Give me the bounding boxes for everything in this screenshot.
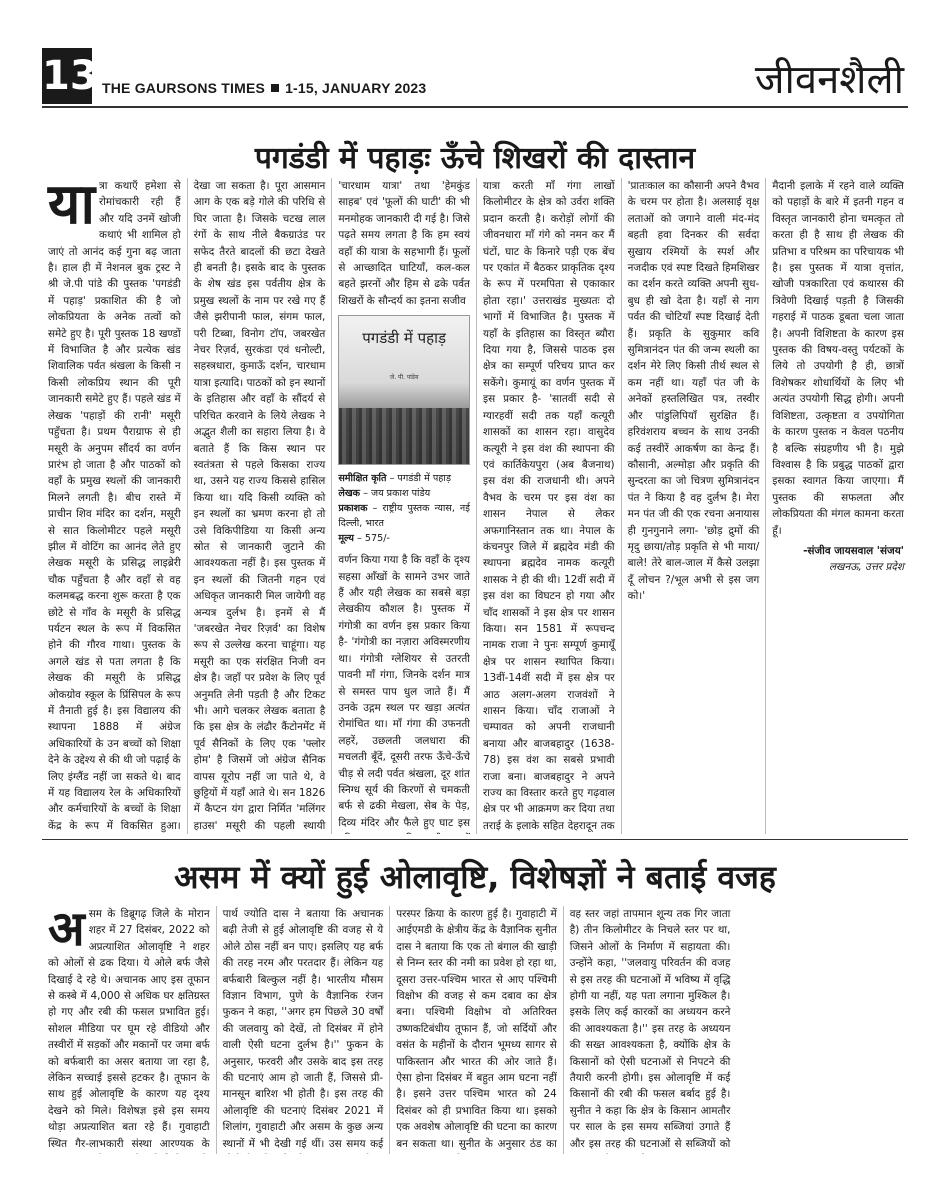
issue-date: 1-15, JANUARY 2023: [285, 80, 427, 96]
separator-square-icon: [271, 84, 279, 92]
header-rule: [42, 106, 908, 108]
book-details: [338, 471, 470, 546]
page-number: 13: [42, 48, 92, 104]
article1-column-4: [476, 178, 621, 834]
article2-col3-text: परस्पर क्रिया के कारण हुई है। गुवाहाटी में आईएमडी के क्षेत्रीय केंद्र के वैज्ञानिक सुनीत दास ने बताया कि एक तो बंगाल की खाड़ी से निम्न स्तर की नमी का प्रवेश हो रहा था, दूसरा उत्तर-पश्चिम भारत से आए पश्चिमी विक्षोभ की वजह से कम दबाव का क्षेत्र बना। पश्चिमी विक्षोभ वो अतिरिक्त उष्णकटिबंधीय तूफान हैं, जो सर्दियों और वसंत के महीनों के दौरान भूमध्य सागर से पाकिस्तान और भारत की ओर जाते हैं। ऐसा होना दिसंबर में बहुत आम घटना नहीं है। इसने उत्तर पश्चिम भारत को 24 दिसंबर को ही प्रभावित किया था। इसको एक अवशेष ओलावृष्टि की घटना का कारण बन सकता था। सुनीत के अनुसार ठंड का: [396, 908, 557, 1150]
article1-column-1: [42, 178, 187, 834]
article1-col3-bottom-text: वर्णन किया गया है कि वहाँ के दृश्य सहसा आँखों के सामने उभर जाते हैं और यही लेखक का सबसे बड़ा लेखकीय कौशल है। पुस्तक में गंगोत्री का वर्णन इस प्रकार किया है- 'गंगोत्री का नज़ारा अविस्मरणीय था। गंगोत्री ग्लेशियर से उतरती पावनी माँ गंगा, जिनके दर्शन मात्र से समस्त पाप धुल जाते हैं। मैं उनके उद्गम स्थल पर खड़ा अत्यंत रोमांचित था। माँ गंगा की उफनती लहरें, उछलती जलधारा की मचलती बूँदें, दूसरी तरफ ऊँचे-ऊँचे चीड़ से लदी पर्वत श्रंखला, दूर शांत स्निग्ध सूर्य की किरणों से चमकती बर्फ से ढकी मेखला, सेब के पेड़, दिव्य मंदिर और फैले हुए घाट इस: [338, 554, 470, 829]
publication-masthead: [102, 80, 426, 96]
article1-col4-text: यात्रा करती माँ गंगा लाखों किलोमीटर के क्षेत्र को उर्वरा शक्ति प्रदान करती है। करोड़ों लोगों की जीवनधारा माँ गंगे को नमन कर मैं घंटों, घाट के किनारे पड़ी एक बेंच पर एकांत में बैठकर प्राकृतिक दृश्य के रूप में परमपिता से एकाकार होता रहा।' उत्तराखंड मुख्यतः दो भागों में विभाजित है। पुस्तक में यहाँ के इतिहास का विस्तृत ब्यौरा दिया गया है, जिससे पाठक इस क्षेत्र का सम्पूर्ण परिचय प्राप्त कर सकेंगे। कुमायूं का वर्णन पुस्तक में इस प्रकार है- 'सातवीं सदी से ग्यारहवीं सदी तक यहाँ कत्यूरी शासकों का शासन रहा। वासुदेव कत्यूरी ने इस वंश की स्थापना की एवं कार्तिकेयपुरा (अब बैजनाथ) इस वंश की राजधानी थी। अपने वैभव के चरम पर इस वंश का शासन नेपाल से लेकर अफगानिस्तान तक था। नेपाल के कंचनपुर जिले में ब्रह्मदेव मंडी की स्थापना ब्रह्मदेव नामक कत्यूरी शासक ने ही की थी। 12वीं सदी में इस वंश का विघटन हो गया और चाँद शासकों ने इस क्षेत्र पर शासन किया। सन 1581 में रूपचन्द नामक राजा ने पुनः सम्पूर्ण कुमायूँ क्षेत्र पर शासन स्थापित किया। 13वीं-14वीं सदी में इस क्षेत्र पर आठ अलग-अलग राजवंशों ने शासन किया। चाँद राजाओं ने चम्पावत को अपनी राजधानी बनाया और बाजबहादुर (1638-78) इस वंश का सबसे प्रभावी राजा बना। बाजबहादुर ने अपने राज्य का विस्तार करते हुए गढ़वाल क्षेत्र पर भी आक्रमण कर दिया तथा तराई के इलाके सहित देहरादून तक: [482, 180, 615, 832]
article1-column-3: [331, 178, 476, 834]
article2-body: [42, 906, 910, 1154]
book-cover-image: [338, 315, 470, 465]
article2-column-2: [216, 906, 390, 1154]
article1-col3-top-text: 'चारधाम यात्रा' तथा 'हेमकुंड साहब' एवं 'फूलों की घाटी' की भी मनमोहक जानकारी दी गई है। जिसे पढ़ते समय लगता है कि हम स्वयं वहाँ की यात्रा के सहभागी हैं। फूलों से आच्छादित घाटियाँ, कल-कल बहते झरनों और हिम से ढके पर्वत शिखरों के सौन्दर्य का इतना सजीव: [338, 180, 470, 307]
book-reviewed-row: समीक्षित कृति – पगडंडी में पहाड़: [338, 473, 452, 485]
article1-body: [42, 178, 910, 834]
article1-headline: पगडंडी में पहाड़ः ऊँचे शिखरों की दास्तान: [254, 141, 696, 176]
article2-column-1: [42, 906, 216, 1154]
article1-col6-text: मैदानी इलाके में रहने वाले व्यक्ति को पहाड़ों के बारे में इतनी गहन व विस्तृत जानकारी होना चमत्कृत तो करता ही है साथ ही लेखक की प्रतिभा व परिश्रम का परिचायक भी है। इस पुस्तक में यात्रा वृत्तांत, खोजी पत्रकारिता एवं कथारस की त्रिवेणी दिखाई पड़ती है जिसकी गहराई में पाठक डूबता चला जाता है। अपनी विशिष्टता के कारण इस पुस्तक की विषय-वस्तु पर्यटकों के लिये तो उपयोगी है ही, छात्रों विशेषकर शोधार्थियों के लिए भी अत्यंत उपयोगी सिद्ध होगी। अपनी विशिष्टता, उत्कृष्टता व उपयोगिता के कारण पुस्तक न केवल पठनीय है बल्कि संग्रहणीय भी है। मुझे विश्वास है कि प्रबुद्ध पाठकों द्वारा इसका स्वागत किया जाएगा। मैं पुस्तक की सफलता और लोकप्रियता की मंगल कामना करता हूँ।: [772, 180, 904, 537]
article1-col5-text: 'प्रातःकाल का कौसानी अपने वैभव के चरम पर होता है। अलसाई वृक्ष लताओं को जगाने वाली मंद-मंद बहती हवा दिनकर की सर्वदा सुखाय रश्मियों के स्पर्श और नजदीक एवं स्पष्ट दिखते हिमशिखर का दर्शन करते व्यक्ति अपनी सुध-बुध ही खो देता है। यहाँ से नाग पर्वत की चोटियाँ स्पष्ट दिखाई देती हैं। प्रकृति के सुकुमार कवि सुमित्रानंदन पंत की जन्म स्थली का दर्शन मेरे लिए किसी तीर्थ स्थल से कम नहीं था। यहाँ पंत जी के अनेकों हस्तलिखित पत्र, तस्वीर और पांडुलिपियाँ सुरक्षित हैं। हरिवंशराय बच्चन के साथ उनकी कई तस्वीरें आकर्षण का केन्द्र हैं। कौसानी, अल्मोड़ा और प्रकृति की सुन्दरता का जो चित्रण सुमित्रानंदन पंत ने किया है वह दुर्लभ है। मेरा मन पंत जी की एक रचना अनायास ही गुनगुनाने लगा- 'छोड़ द्रुमों की मृदु छाया/तोड़ प्रकृति से भी माया/बाले! तेरे बाल-जाल में कैसे उलझा दूँ लोचन ?/भूल अभी से इस जग को।': [627, 180, 760, 603]
article1-col2-text: देखा जा सकता है। पूरा आसमान आग के एक बड़े गोले की परिधि से घिर जाता है। जिसके चटख लाल रंगों के साथ नीले बैकग्राउंड पर सफेद तैरते बादलों की छटा देखते ही बनती है। इसके बाद के पुस्तक के शेष खंड इस पर्वतीय क्षेत्र के प्रमुख स्थलों के नाम पर रखे गए हैं जैसे झरीपानी फाल, संगम फाल, परी टिब्बा, विनोग टॉप, जबरखेत नेचर रिज़र्व, सुरकंडा एवं धनोल्टी, सहस्त्रधारा, कुमाऊँ दर्शन, चारधाम यात्रा इत्यादि। पाठकों को इन स्थानों के इतिहास और वहाँ के सौंदर्य से परिचित करवाने के लिये लेखक ने अद्भुत शैली का सहारा लिया है। वे बताते हैं कि किस स्थान पर स्वतंत्रता से पहले किसका राज्य था, उसने यह राज्य किससे हासिल किया था। यदि किसी व्यक्ति को इन स्थलों का भ्रमण करना हो तो उसे विकिपीडिया या किसी अन्य स्रोत से जानकारी जुटाने की आवश्यकता नहीं है। इस पुस्तक में इन स्थलों की जितनी गहन एवं अधिकृत जानकारी मिल जायेगी वह अन्यत्र दुर्लभ है। इनमें से मैं 'जबरखेत नेचर रिज़र्व' का विशेष रूप से उल्लेख करना चाहूंगा। यह मसूरी का एक संरक्षित निजी वन क्षेत्र है। जहाँ पर प्रवेश के लिए पूर्व अनुमति लेनी पड़ती है और टिकट भी। आगे चलकर लेखक बताता है कि इस क्षेत्र के लंढौर कैंटोनमेंट में पूर्व सैनिकों के लिए एक 'फ्लोर होम' है जिसमें जो अंग्रेज सैनिक वापस यूरोप नहीं जा पाते थे, वे छुट्टियों में यहाँ आते थे। सन 1826 में कैप्टन यंग द्वारा निर्मित 'मलिंगर हाउस' मसूरी की पहली स्थायी: [193, 180, 326, 832]
book-author-row: लेखक – जय प्रकाश पांडेय: [338, 488, 431, 500]
article2-col2-text: पार्थ ज्योति दास ने बताया कि अचानक बढ़ी तेजी से हुई ओलावृष्टि की वजह से ये ओले ठोस नहीं बन पाए। इसलिए यह बर्फ की तरह नरम और परतदार हैं। लेकिन यह बर्फबारी बिल्कुल नहीं है। भारतीय मौसम विज्ञान विभाग, पुणे के वैज्ञानिक रंजन फुकन ने कहा, ''अगर हम पिछले 30 वर्षों की जलवायु को देखें, तो दिसंबर में होने वाली ऐसी घटना दुर्लभ है।'' फुकन के अनुसार, फरवरी और उसके बाद इस तरह की घटनाएं आम हो जाती हैं, जिससे प्री-मानसून बारिश भी होती है। इस तरह की ओलावृष्टि की घटनाएं दिसंबर 2021 में शिलांग, गुवाहाटी और असम के कुछ अन्य स्थानों में भी देखी गई थीं। उस समय कई: [222, 908, 384, 1150]
book-publisher-row: प्रकाशक – राष्ट्रीय पुस्तक न्यास, नई दिल्ली, भारत: [338, 503, 470, 530]
section-title: जीवनशैली: [754, 57, 904, 103]
article1-column-5: [621, 178, 766, 834]
article2-col4-text: वह स्तर जहां तापमान शून्य तक गिर जाता है) तीन किलोमीटर के निचले स्तर पर था, जिसने ओलों के निर्माण में सहायता की। उन्होंने कहा, ''जलवायु परिवर्तन की वजह से इस तरह की घटनाओं में भविष्य में वृद्धि होगी या नहीं, यह पता लगाना मुश्किल है। इसके लिए कई कारकों का अध्ययन करने की आवश्यकता है।'' इस तरह के अध्ययन की सख्त आवश्यकता है, क्योंकि क्षेत्र के किसानों को ऐसी घटनाओं से निपटने की तैयारी करनी होगी। इस ओलावृष्टि में कई किसानों की रबी की फसल बर्बाद हुई है। सुनीत ने कहा कि क्षेत्र के किसान आमतौर पर साल के इस समय सब्जियां उगाते हैं और इस तरह की घटनाओं से सब्जियों को: [569, 908, 731, 1150]
article1-signature: -संजीव जायसवाल 'संजय': [803, 544, 904, 557]
article2-column-3: [389, 906, 563, 1154]
book-cover-forest-graphic: [339, 408, 469, 464]
article1-col1-text: त्रा कथाएँ हमेशा से रोमांचकारी रही हैं और यदि उनमें खोजी कथाएं भी शामिल हो जाएं तो आनंद कई गुना बढ़ जाता है। हाल ही में नेशनल बुक ट्रस्ट ने श्री जे.पी पांडे की पुस्तक 'पगडंडी में पहाड़' प्रकाशित की है जो लोकप्रियता के अनेक तत्वों को समेटे हुए है। पूरी पुस्तक 18 खण्डों में विभाजित है और प्रत्येक खंड शिवालिक पर्वत श्रंखला के किसी न किसी लोकप्रिय स्थान की पूरी जानकारी समेटे हुए हैं। पहले खंड में लेखक 'पहाड़ों की रानी' मसूरी पहुँचता है। प्रथम पैराग्राफ से ही मसूरी के अनुपम सौंदर्य का वर्णन प्रारंभ हो जाता है और पाठकों को वहाँ के प्रमुख स्थलों की जानकारी मिलने लगती है। बीच रास्ते में प्राचीन शिव मंदिर का दर्शन, मसूरी से सात किलोमीटर पहले मसूरी झील में वोटिंग का आनंद लेते हुए लेखक मसूरी के प्रसिद्ध लाइब्रेरी चौक पहुँचता है और वहाँ से वह कलमबद्ध करना शुरू करता है एक छोटे से गाँव के मसूरी के प्रसिद्ध पर्यटन स्थल के रूप में विकसित होने की गौरव गाथा। पुस्तक के अगले खंड से पता लगता है कि लेखक की मसूरी के प्रसिद्ध ओकग्रोव स्कूल के प्रिंसिपल के रूप में तैनाती हुई है। इस विद्यालय की स्थापना 1888 में अंग्रेज अधिकारियों के उन बच्चों को शिक्षा देने के उद्देश्य से की थी जो पढ़ाई के लिए इंग्लैंड नहीं जा सकते थे। बाद में यह विद्यालय रेल के अधिकारियों और कर्मचारियों के बच्चों के शिक्षा केंद्र के रूप में विकसित हुआ।: [48, 180, 181, 832]
publication-name: THE GAURSONS TIMES: [102, 80, 266, 96]
article2-col1-text: सम के डिब्रूगढ़ जिले के मोरान शहर में 27 दिसंबर, 2022 को अप्रत्याशित ओलावृष्टि ने शहर को ओलों से ढक दिया। ये ओले बर्फ जैसे दिखाई दे रहे थे। अचानक आए इस तूफान से कस्बे में 4,000 से अधिक घर क्षतिग्रस्त हो गए और रबी की फसल प्रभावित हुई। सोशल मीडिया पर घूम रहे वीडियो और तस्वीरों में सड़कों और मकानों पर जमा बर्फ को बर्फबारी का असर बताया जा रहा है, लेकिन सच्चाई इससे हटकर है। तूफान के साथ हुई ओलावृष्टि के कारण यह दृश्य देखने को मिले। विशेषज्ञ इसे इस समय थोड़ा अप्रत्याशित बता रहे हैं। गुवाहाटी स्थित गैर-लाभकारी संस्था आरण्यक के: [48, 908, 210, 1150]
book-price-row: मूल्य – 575/-: [338, 533, 390, 545]
article1-column-6: [765, 178, 910, 834]
article1-signature-place: लखनऊ, उत्तर प्रदेश: [828, 561, 904, 574]
article2-headline: असम में क्यों हुई ओलावृष्टि, विशेषज्ञों ने बताई वजह: [174, 858, 776, 896]
article1-dropcap: या: [48, 178, 95, 237]
book-cover-author: जे. पी. पांडेय: [389, 374, 419, 382]
article-divider-rule: [42, 839, 908, 840]
article2-dropcap: अ: [48, 906, 85, 957]
article2-column-4: [563, 906, 737, 1154]
book-cover-title: पगडंडी में पहाड़: [362, 329, 447, 348]
article1-column-2: [187, 178, 332, 834]
